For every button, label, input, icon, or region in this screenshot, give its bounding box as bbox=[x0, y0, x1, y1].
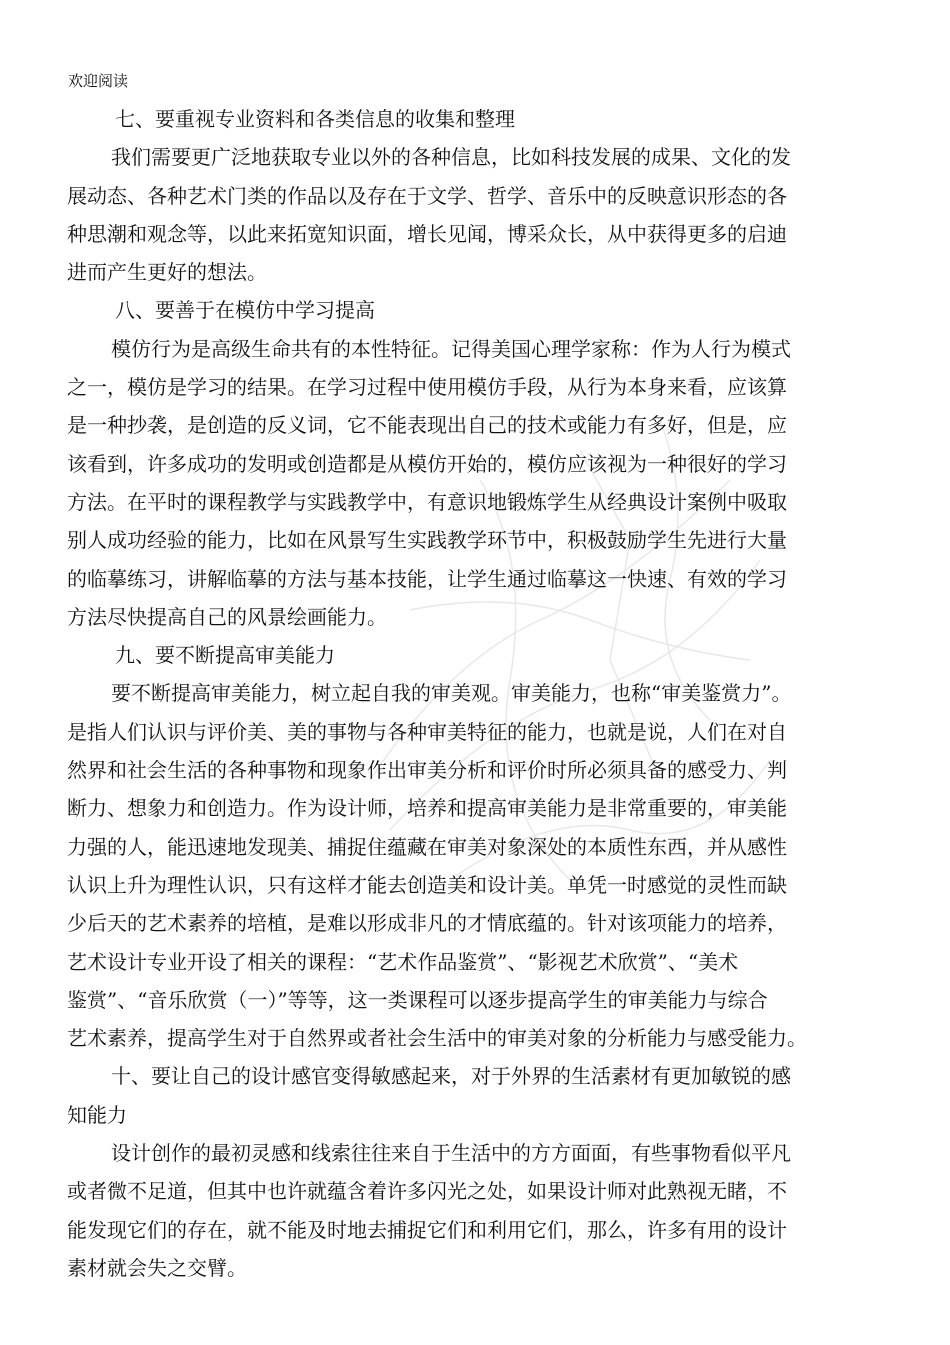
paragraph-line: 模仿行为是高级生命共有的本性特征。记得美国心理学家称：作为人行为模式 bbox=[111, 336, 791, 361]
paragraph-line: 少后天的艺术素养的培植，是难以形成非凡的才情底蕴的。针对该项能力的培养， bbox=[67, 911, 787, 936]
paragraph-line: 认识上升为理性认识，只有这样才能去创造美和设计美。单凭一时感觉的灵性而缺 bbox=[67, 872, 787, 897]
paragraph-line: 的临摹练习，讲解临摹的方法与基本技能，让学生通过临摹这一快速、有效的学习 bbox=[67, 566, 787, 591]
paragraph-line: 素材就会失之交臂。 bbox=[67, 1255, 247, 1280]
section-heading-10-continued: 知能力 bbox=[67, 1102, 127, 1127]
paragraph-line: 力强的人，能迅速地发现美、捕捉住蕴藏在审美对象深处的本质性东西，并从感性 bbox=[67, 834, 787, 859]
paragraph-line: 艺术设计专业开设了相关的课程：“艺术作品鉴赏”、“影视艺术欣赏”、“美术 bbox=[67, 949, 739, 974]
paragraph-line: 断力、想象力和创造力。作为设计师，培养和提高审美能力是非常重要的，审美能 bbox=[67, 796, 787, 821]
paragraph-line: 是一种抄袭，是创造的反义词，它不能表现出自己的技术或能力有多好，但是，应 bbox=[67, 413, 787, 438]
paragraph-line: 我们需要更广泛地获取专业以外的各种信息，比如科技发展的成果、文化的发 bbox=[111, 145, 791, 170]
paragraph-line: 方法尽快提高自己的风景绘画能力。 bbox=[67, 604, 387, 629]
paragraph-line: 展动态、各种艺术门类的作品以及存在于文学、哲学、音乐中的反映意识形态的各 bbox=[67, 183, 787, 208]
paragraph-line: 能发现它们的存在，就不能及时地去捕捉它们和利用它们，那么，许多有用的设计 bbox=[67, 1217, 787, 1242]
paragraph-line: 方法。在平时的课程教学与实践教学中，有意识地锻炼学生从经典设计案例中吸取 bbox=[67, 489, 787, 514]
paragraph-line: 要不断提高审美能力，树立起自我的审美观。审美能力，也称“审美鉴赏力”。 bbox=[111, 681, 792, 706]
paragraph-line: 该看到，许多成功的发明或创造都是从模仿开始的，模仿应该视为一种很好的学习 bbox=[67, 451, 787, 476]
paragraph-line: 然界和社会生活的各种事物和现象作出审美分析和评价时所必须具备的感受力、判 bbox=[67, 758, 787, 783]
header-label: 欢迎阅读 bbox=[68, 72, 129, 90]
section-heading-8: 八、要善于在模仿中学习提高 bbox=[115, 298, 375, 323]
section-heading-7: 七、要重视专业资料和各类信息的收集和整理 bbox=[115, 107, 515, 131]
paragraph-line: 是指人们认识与评价美、美的事物与各种审美特征的能力，也就是说，人们在对自 bbox=[67, 719, 787, 744]
paragraph-line: 艺术素养，提高学生对于自然界或者社会生活中的审美对象的分析能力与感受能力。 bbox=[67, 1026, 807, 1051]
paragraph-line: 种思潮和观念等，以此来拓宽知识面，增长见闻，博采众长，从中获得更多的启迪 bbox=[67, 221, 787, 246]
section-heading-10: 十、要让自己的设计感官变得敏感起来，对于外界的生活素材有更加敏锐的感 bbox=[111, 1064, 791, 1089]
paragraph-line: 鉴赏”、“音乐欣赏（一）”等等，这一类课程可以逐步提高学生的审美能力与综合 bbox=[67, 987, 768, 1012]
document-body bbox=[67, 100, 837, 1287]
paragraph-line: 或者微不足道，但其中也许就蕴含着许多闪光之处，如果设计师对此熟视无睹，不 bbox=[67, 1179, 787, 1204]
paragraph-line: 别人成功经验的能力，比如在风景写生实践教学环节中，积极鼓励学生先进行大量 bbox=[67, 528, 787, 553]
section-heading-9: 九、要不断提高审美能力 bbox=[115, 643, 335, 668]
paragraph-line: 进而产生更好的想法。 bbox=[67, 260, 267, 285]
paragraph-line: 设计创作的最初灵感和线索往往来自于生活中的方方面面，有些事物看似平凡 bbox=[111, 1141, 791, 1166]
paragraph-line: 之一，模仿是学习的结果。在学习过程中使用模仿手段，从行为本身来看，应该算 bbox=[67, 375, 787, 400]
